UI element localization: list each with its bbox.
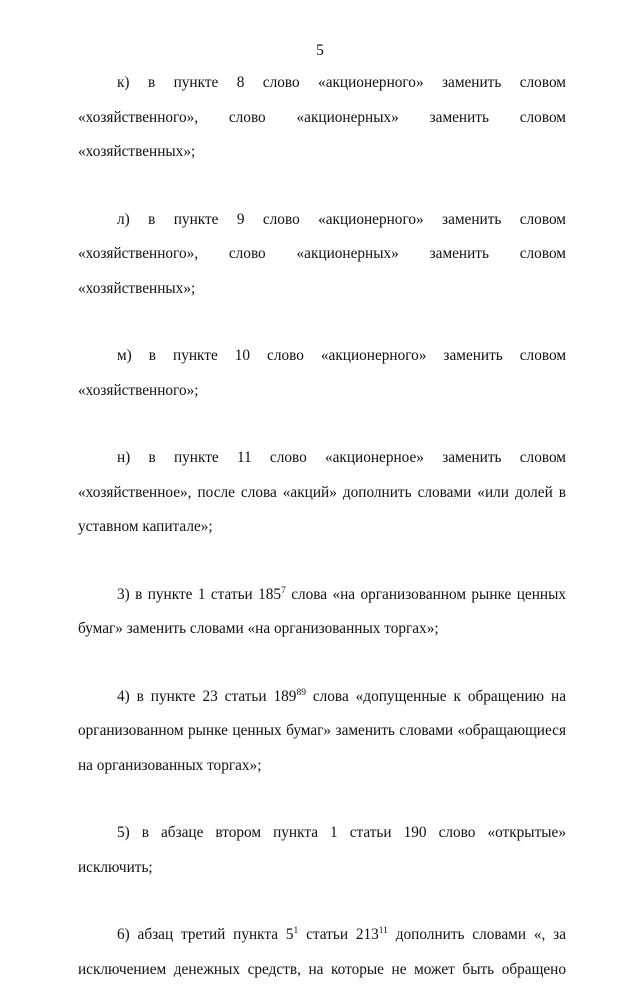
text-line: [78, 918, 566, 953]
text-line: «хозяйственного», слово «акционерных» заменить словом: [78, 237, 566, 272]
text-line: [78, 680, 566, 715]
text-line: «хозяйственных»;: [78, 135, 566, 170]
paragraph-4: [78, 680, 566, 784]
document-body: [78, 66, 566, 987]
page-number: 5: [0, 42, 640, 60]
text-line: к) в пункте 8 слово «акционерного» заменить словом: [78, 66, 566, 101]
paragraph-m: [78, 339, 566, 408]
text-segment: дополнить словами «, за: [388, 926, 566, 943]
text-line: бумаг» заменить словами «на организованных торгах»;: [78, 612, 566, 647]
superscript: 11: [379, 926, 388, 936]
paragraph-n: [78, 441, 566, 545]
paragraph-5: [78, 816, 566, 885]
text-line: «хозяйственного»;: [78, 374, 566, 409]
paragraph-6: [78, 918, 566, 987]
text-line: на организованных торгах»;: [78, 749, 566, 784]
text-segment: 3) в пункте 1 статьи 185: [117, 586, 281, 603]
paragraph-3: [78, 578, 566, 647]
text-line: «хозяйственного», слово «акционерных» заменить словом: [78, 101, 566, 136]
text-line: исключением денежных средств, на которые не может быть обращено: [78, 953, 566, 987]
text-line: н) в пункте 11 слово «акционерное» заменить словом: [78, 441, 566, 476]
text-line: [78, 578, 566, 613]
text-segment: 4) в пункте 23 статьи 189: [117, 688, 296, 705]
text-line: л) в пункте 9 слово «акционерного» заменить словом: [78, 203, 566, 238]
text-segment: 6) абзац третий пункта 5: [117, 926, 294, 943]
text-line: 5) в абзаце втором пункта 1 статьи 190 слово «открытые»: [78, 816, 566, 851]
paragraph-l: [78, 203, 566, 307]
text-segment: слова «на организованном рынке ценных: [286, 586, 566, 603]
text-segment: статьи 213: [298, 926, 378, 943]
text-line: м) в пункте 10 слово «акционерного» заменить словом: [78, 339, 566, 374]
superscript: 7: [281, 586, 286, 596]
paragraph-k: [78, 66, 566, 170]
text-line: уставном капитале»;: [78, 510, 566, 545]
text-segment: слова «допущенные к обращению на: [306, 688, 566, 705]
superscript: 1: [294, 926, 299, 936]
text-line: исключить;: [78, 851, 566, 886]
text-line: организованном рынке ценных бумаг» заменить словами «обращающиеся: [78, 714, 566, 749]
superscript: 89: [296, 688, 306, 698]
text-line: «хозяйственное», после слова «акций» дополнить словами «или долей в: [78, 476, 566, 511]
text-line: «хозяйственных»;: [78, 272, 566, 307]
